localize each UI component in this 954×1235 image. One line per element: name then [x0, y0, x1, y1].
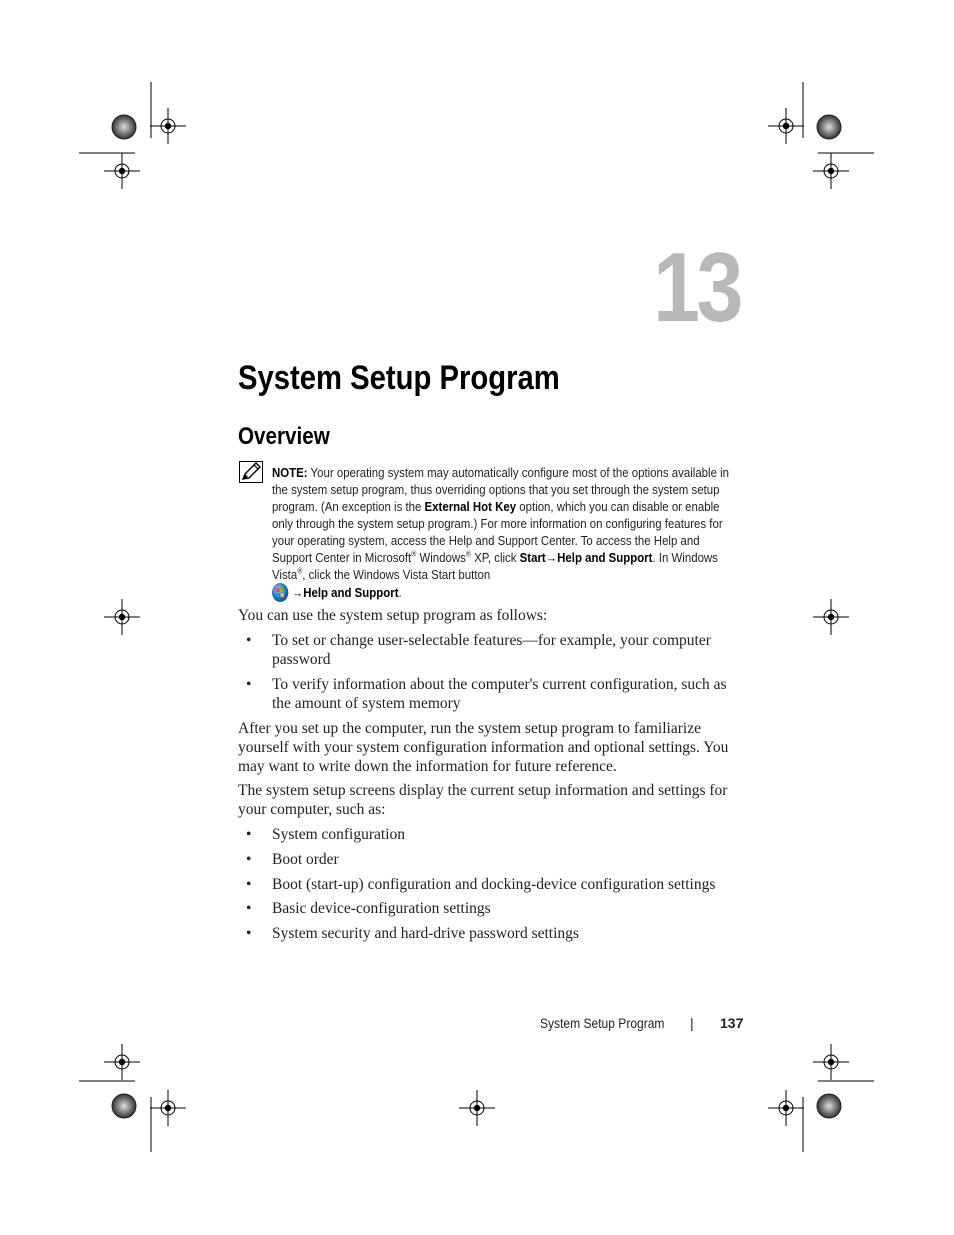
note-label: NOTE: — [272, 465, 308, 480]
chapter-number: 13 — [653, 232, 740, 342]
screens-paragraph: The system setup screens display the current setup information and settings for your computer, such as: — [238, 782, 728, 818]
pencil-note-icon — [239, 461, 263, 483]
help-support-label: Help and Support — [557, 550, 653, 565]
setup-paragraph: After you set up the computer, run the system setup program to familiarize yourself with your system configuration information and optional settings. You may want to write down the information for future reference. — [238, 720, 729, 775]
section-heading: Overview — [238, 423, 330, 450]
external-hot-key: External Hot Key — [424, 499, 517, 514]
start-label: Start — [519, 550, 546, 565]
footer-section-title: System Setup Program — [540, 1015, 665, 1031]
windows-vista-start-icon — [272, 583, 288, 602]
footer-separator: | — [690, 1015, 694, 1031]
page-title: System Setup Program — [238, 359, 560, 397]
help-support-label-2: Help and Support — [303, 585, 399, 600]
intro-paragraph: You can use the system setup program as follows: — [238, 607, 548, 624]
note-block: NOTE: Your operating system may automatically configure most of the options available in the system setup program, thus overriding options that you set through the system setup program. (An exception is the External Hot Key option, which you can disable or enable only through the system setup program.) For more information on configuring features for your operating system, access the Help and Support Center. To access the Help and Support Center in Microsoft® Windows® XP, click Start→Help and Support. In Windows Vista®, click the Windows Vista Start button →Help and Support. — [272, 465, 730, 600]
page-number: 137 — [720, 1015, 744, 1031]
